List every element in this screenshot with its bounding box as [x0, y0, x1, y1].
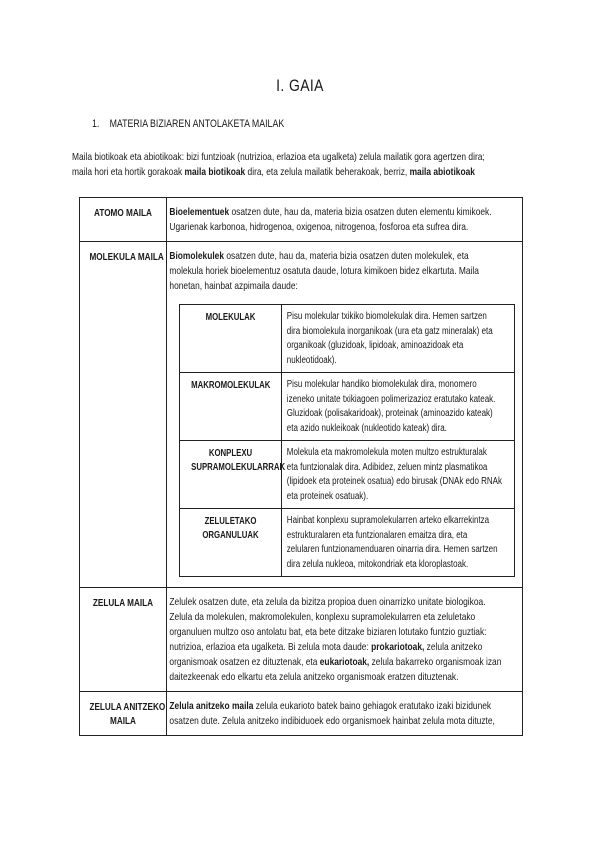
description-line	[169, 640, 513, 655]
sublevel-description-cell	[282, 441, 515, 509]
description-line: eta funtzionalak dira. Adibidez, zeluen mintz plasmatikoa	[286, 461, 488, 473]
level-description	[167, 242, 513, 300]
description-line: organuluen multzo oso antolatu bat, eta bete ditzake biziaren lotutako funtzio guztiak:	[169, 626, 487, 638]
description-line: Zelulek osatzen dute, eta zelula da bizitza propioa duen oinarrizko unitate biologikoa.	[169, 596, 486, 608]
description-text: nutrizioa, erlazioa eta ugalketa. Bi zelula mota daude:	[169, 641, 372, 653]
description-line: Hainbat konplexu supramolekularren arteko elkarrekintza	[286, 515, 490, 526]
level-description-cell	[167, 588, 523, 692]
sublevel-label-line: ZELULETAKO	[204, 516, 257, 527]
description-line: Zelula da molekulen, makromolekulen, konplexu supramolekularren eta zeluletako	[169, 611, 476, 623]
description-line: daitezkeenak edo elkartu eta zelula anitzeko organismoak eratzen dituztenak.	[169, 671, 459, 683]
level-label-cell	[80, 588, 167, 692]
table-row	[80, 242, 523, 588]
description-line: dira zelula nukleoa, mitokondriak eta kloroplastoak.	[286, 558, 469, 570]
table-row	[80, 198, 523, 242]
description-line: izeneko unitate txikiagoen polimerizazioz eratutako kateak.	[286, 393, 496, 405]
description-line	[169, 249, 513, 264]
bold-term: Biomolekulek	[169, 250, 225, 262]
sublevel-label-line: MAKROMOLEKULAK	[191, 380, 271, 391]
description-line: (lipidoek eta proteinek osatua) edo birusak (DNAk edo RNAk	[286, 476, 503, 487]
sublevel-description	[282, 373, 515, 440]
description-line: Pisu molekular handiko biomolekulak dira, monomero	[286, 379, 477, 390]
description-line: nukleotidoak).	[286, 354, 337, 366]
sublevel-row	[180, 373, 515, 441]
description-line: zelularen funtzionamenduaren oinarria dira. Hemen sartzen	[286, 544, 498, 555]
sublevel-row	[180, 305, 515, 373]
bold-term: eukariotoak,	[319, 656, 370, 668]
sublevel-description-cell	[282, 373, 515, 441]
description-line: Gluzidoak (polisakaridoak), proteinak (aminoazido kateak)	[286, 408, 493, 419]
section-heading	[92, 118, 284, 130]
intro-line: Maila biotikoak eta abiotikoak: bizi funtzioak (nutrizioa, erlazioa eta ugalketa) zelula mailatik gora agertzen dira;	[72, 151, 485, 163]
description-text: zelula anitzeko	[424, 641, 483, 653]
level-label: MOLEKULA MAILA	[89, 251, 164, 263]
sublevel-label-line: KONPLEXU	[208, 448, 253, 459]
level-label-cell	[80, 692, 167, 736]
levels-table	[79, 197, 523, 736]
level-label-line: ZELULA ANITZEKO	[89, 701, 166, 713]
sublevel-label-cell	[180, 441, 286, 509]
description-line	[169, 655, 513, 670]
bold-term: Zelula anitzeko maila	[169, 700, 254, 712]
table-row	[80, 692, 523, 736]
description-line: eta proteinek osatuak).	[286, 490, 369, 502]
description-line: estrukturalaren eta funtzionalaren emaitza dira, eta	[286, 529, 468, 541]
sublevel-label-cell	[180, 373, 282, 441]
bold-term: prokariotoak,	[371, 641, 425, 653]
sublevel-label-cell	[180, 305, 282, 373]
description-line: Ugarienak karbonoa, hidrogenoa, oxigenoa, nitrogenoa, fosforoa eta sufrea dira.	[169, 221, 469, 233]
intro-bold-term: maila biotikoak	[184, 166, 246, 178]
level-label-cell	[80, 242, 167, 588]
section-number: 1.	[92, 118, 100, 130]
description-line: eta azido nukleikoak (nukleotido kateak) dira.	[286, 422, 447, 434]
intro-bold-term: maila abiotikoak	[409, 166, 475, 178]
description-line: organikoak (gluzidoak, lipidoak, aminoazidoak eta	[286, 340, 464, 351]
sublevel-label	[191, 509, 270, 543]
description-line: molekula horiek bioelementuz osatuta daude, lotura kimikoen bidez elkartuta. Maila	[169, 265, 479, 277]
level-description	[167, 692, 513, 735]
description-line: honetan, hainbat azpimaila daude:	[169, 280, 298, 292]
description-line: osatzen dute. Zelula anitzeko indibiduoek edo organismoek hainbat zelula mota dituzte,	[169, 715, 495, 727]
sublevel-label-line: MOLEKULAK	[205, 312, 256, 323]
level-description	[167, 588, 513, 691]
intro-line	[72, 165, 536, 180]
level-description-cell	[167, 198, 523, 242]
description-line: Pisu molekular txikiko biomolekulak dira. Hemen sartzen	[286, 311, 487, 322]
sublevel-description	[282, 441, 515, 508]
level-description	[167, 198, 513, 241]
description-text: osatzen dute, hau da, materia bizia osatzen duten elementu kimikoek.	[229, 206, 492, 218]
description-line	[169, 699, 513, 714]
sublevel-label	[191, 305, 270, 325]
level-description-cell	[167, 692, 523, 736]
intro-text: maila hori eta hortik gorakoak	[72, 166, 185, 178]
description-text: organismoak osatzen ez dituztenak, eta	[169, 656, 320, 668]
level-label	[89, 692, 166, 728]
sublevel-row	[180, 441, 515, 509]
level-label: ZELULA MAILA	[92, 597, 154, 609]
intro-paragraph	[72, 150, 536, 180]
chapter-title: I. GAIA	[276, 76, 324, 95]
section-title: MATERIA BIZIAREN ANTOLAKETA MAILAK	[109, 118, 285, 130]
description-text: zelula eukarioto batek baino gehiagok eratutako izaki bizidunek	[253, 700, 492, 712]
sublevel-description-cell	[282, 509, 515, 577]
sublevel-label	[191, 441, 286, 475]
description-text: osatzen dute, hau da, materia bizia osatzen duten molekulek, eta	[224, 250, 469, 262]
sublevel-row	[180, 509, 515, 577]
level-description-cell	[167, 242, 523, 588]
bold-term: Bioelementuek	[169, 206, 230, 218]
sublevel-label-cell	[180, 509, 282, 577]
table-row	[80, 588, 523, 692]
sublevel-label-line: ORGANULUAK	[202, 530, 259, 541]
sublevels-table	[179, 304, 515, 577]
description-line: Molekula eta makromolekula moten multzo estrukturalak	[286, 447, 487, 458]
description-text: zelula bakarreko organismoak izan	[369, 656, 502, 668]
description-line: dira biomolekula inorganikoak (ura eta gatz mineralak) eta	[286, 325, 493, 337]
sublevel-description-cell	[282, 305, 515, 373]
level-label: ATOMO MAILA	[94, 207, 152, 219]
sublevel-description	[282, 305, 515, 372]
intro-text: dira, eta zelula mailatik beherakoak, berriz,	[245, 166, 410, 178]
sublevel-description	[282, 509, 515, 576]
level-label-cell	[80, 198, 167, 242]
description-line	[169, 205, 513, 220]
sublevel-label-line: SUPRAMOLEKULARRAK	[191, 462, 286, 473]
level-label-line: MAILA	[110, 715, 136, 727]
sublevel-label	[191, 373, 270, 393]
